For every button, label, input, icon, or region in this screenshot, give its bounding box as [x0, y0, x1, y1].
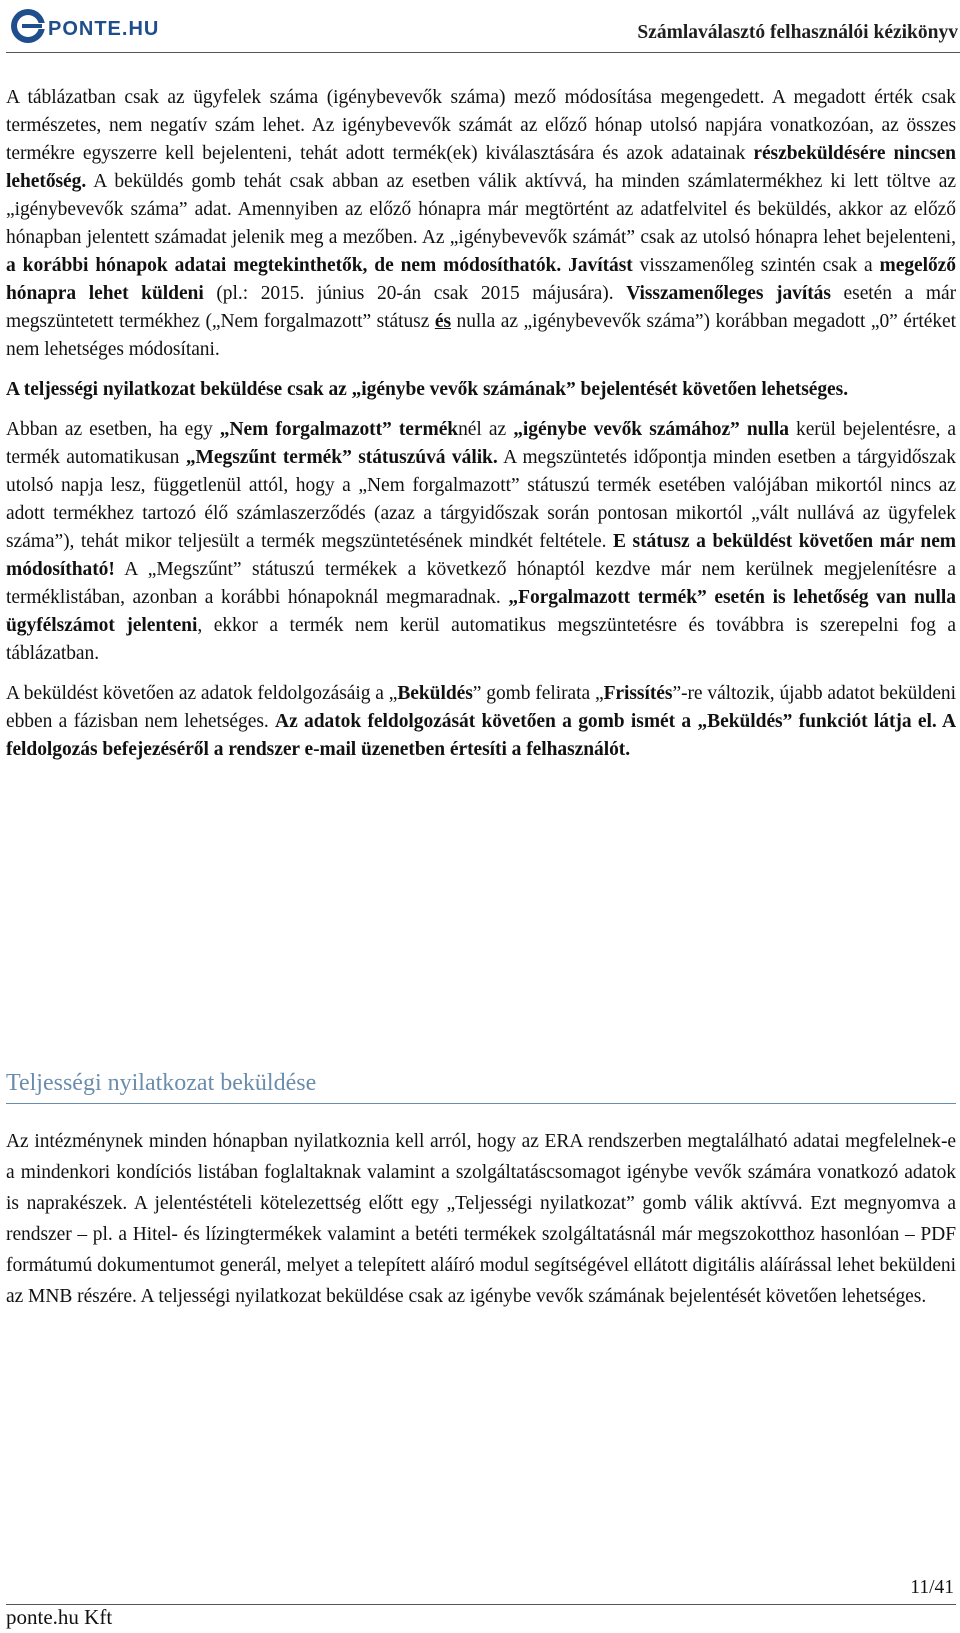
emphasis-run: E státusz a beküldést követően már nem módosítható!: [6, 531, 956, 580]
emphasis-run: és: [434, 311, 451, 332]
paragraph: [6, 376, 956, 404]
emphasis-run: a korábbi hónapok adatai megtekinthetők, de nem módosíthatók.: [6, 255, 562, 276]
emphasis-run: Visszamenőleges javítás: [626, 283, 831, 304]
emphasis-run: „Forgalmazott termék” esetén is lehetőség van nulla ügyfélszámot jelenteni: [6, 587, 956, 636]
emphasis-run: „Megszűnt termék” státuszúvá válik.: [185, 447, 498, 468]
header-divider: [6, 52, 960, 53]
section-paragraph: Az intézménynek minden hónapban nyilatkoznia kell arról, hogy az ERA rendszerben megtalálható adatai megfelelnek-e a mindenkori kondíciós listában foglaltaknak valamint a szolgáltatáscsomagot igénybe vevők számára vonatkozó adatok is naprakészek. A jelentéstételi kötelezettség előtt egy „Teljességi nyilatkozat” gomb válik aktívvá. Ezt megnyomva a rendszer – pl. a Hitel- és lízingtermékek valamint a betéti termékek szolgáltatásnál már megszokotthoz hasonlóan – PDF formátumú dokumentumot generál, melyet a telepített aláíró modul segítségével ellátott digitális aláírással lehet beküldeni az MNB részére. A teljességi nyilatkozat beküldése csak az igénybe vevők számának bejelentését követően lehetséges.: [6, 1131, 956, 1307]
emphasis-run: „igénybe vevők számához” nulla: [513, 419, 789, 440]
page-header: [6, 4, 960, 54]
page-number: 11/41: [910, 1577, 954, 1598]
emphasis-run: A teljességi nyilatkozat beküldése csak az „igénybe vevők számának” bejelentését követően lehetséges.: [6, 379, 849, 400]
emphasis-run: Frissítés: [603, 683, 673, 704]
document-title: Számlaválasztó felhasználói kézikönyv: [637, 22, 958, 43]
main-content: [6, 84, 956, 776]
section-heading: Teljességi nyilatkozat beküldése: [6, 1070, 956, 1104]
paragraph: Abban az esetben, ha egy „Nem forgalmazott” terméknél az „igénybe vevők számához” nulla kerül bejelentésre, a termék automatikusan „Megszűnt termék” státuszúvá válik. A megszüntetés időpontja minden esetben a tárgyidőszak utolsó napja lesz, függetlenül attól, hogy a „Nem forgalmazott” státuszú termék esetében valójában mikortól nincs az adott termékhez tartozó élő számlaszerződés (azaz a tárgyidőszak során pontosan mikortól „vált nullává az ügyfelek száma”), tehát mikor teljesült a termék megszüntetésének mindkét feltétele. E státusz a beküldést követően már nem módosítható! A „Megszűnt” státuszú termékek a következő hónaptól kezdve már nem kerülnek megjelenítésre a terméklistában, azonban a korábbi hónapoknál megmaradnak. „Forgalmazott termék” esetén is lehetőség van nulla ügyfélszámot jelenteni, ekkor a termék nem kerül automatikus megszüntetésre és továbbra is szerepelni fog a táblázatban.: [6, 419, 956, 664]
emphasis-run: Javítást: [568, 255, 633, 276]
footer-divider: [6, 1604, 956, 1605]
emphasis-run: megelőző hónapra lehet küldeni: [6, 255, 956, 304]
paragraph: A táblázatban csak az ügyfelek száma (igénybevevők száma) mező módosítása megengedett. A megadott érték csak természetes, nem negatív szám lehet. Az igénybevevők számát az előző hónap utolsó napjára vonatkozóan, az összes termékre egyszerre kell bejelenteni, tehát adott termék(ek) kiválasztására és azok adatainak részbeküldésére nincsen lehetőség. A beküldés gomb tehát csak abban az esetben válik aktívvá, ha minden számlatermékhez ki lett töltve az „igénybevevők száma” adat. Amennyiben az előző hónapra már megtörtént az adatfelvitel és beküldés, akkor az előző hónapban jelentett számadat jelenik meg a mezőben. Az „igénybevevők számát” csak az utolsó hónapra lehet bejelenteni, a korábbi hónapok adatai megtekinthetők, de nem módosíthatók. Javítást visszamenőleg szintén csak a megelőző hónapra lehet küldeni (pl.: 2015. június 20-án csak 2015 májusára). Visszamenőleges javítás esetén a már megszüntetett termékhez („Nem forgalmazott” státusz és nulla az „igénybevevők száma”) korábban megadott „0” értéket nem lehetséges módosítani.: [6, 87, 957, 360]
paragraph: A beküldést követően az adatok feldolgozásáig a „Beküldés” gomb felirata „Frissítés”-re változik, újabb adatot beküldeni ebben a fázisban nem lehetséges. Az adatok feldolgozását követően a gomb ismét a „Beküldés” funkciót látja el. A feldolgozás befejezéséről a rendszer e-mail üzenetben értesíti a felhasználót.: [6, 683, 957, 760]
svg-text:PONTE.HU: PONTE.HU: [48, 18, 160, 40]
emphasis-run: részbeküldésére nincsen lehetőség.: [6, 143, 956, 192]
emphasis-run: „Nem forgalmazott” termék: [219, 419, 459, 440]
emphasis-run: Beküldés: [397, 683, 473, 704]
section-content: [6, 1126, 956, 1324]
footer-company: ponte.hu Kft: [6, 1605, 113, 1629]
ponte-logo: [8, 6, 188, 46]
emphasis-run: Az adatok feldolgozását követően a gomb ismét a „Beküldés” funkciót látja el. A feldolgozás befejezéséről a rendszer e-mail üzenetben értesíti a felhasználót.: [6, 711, 956, 760]
